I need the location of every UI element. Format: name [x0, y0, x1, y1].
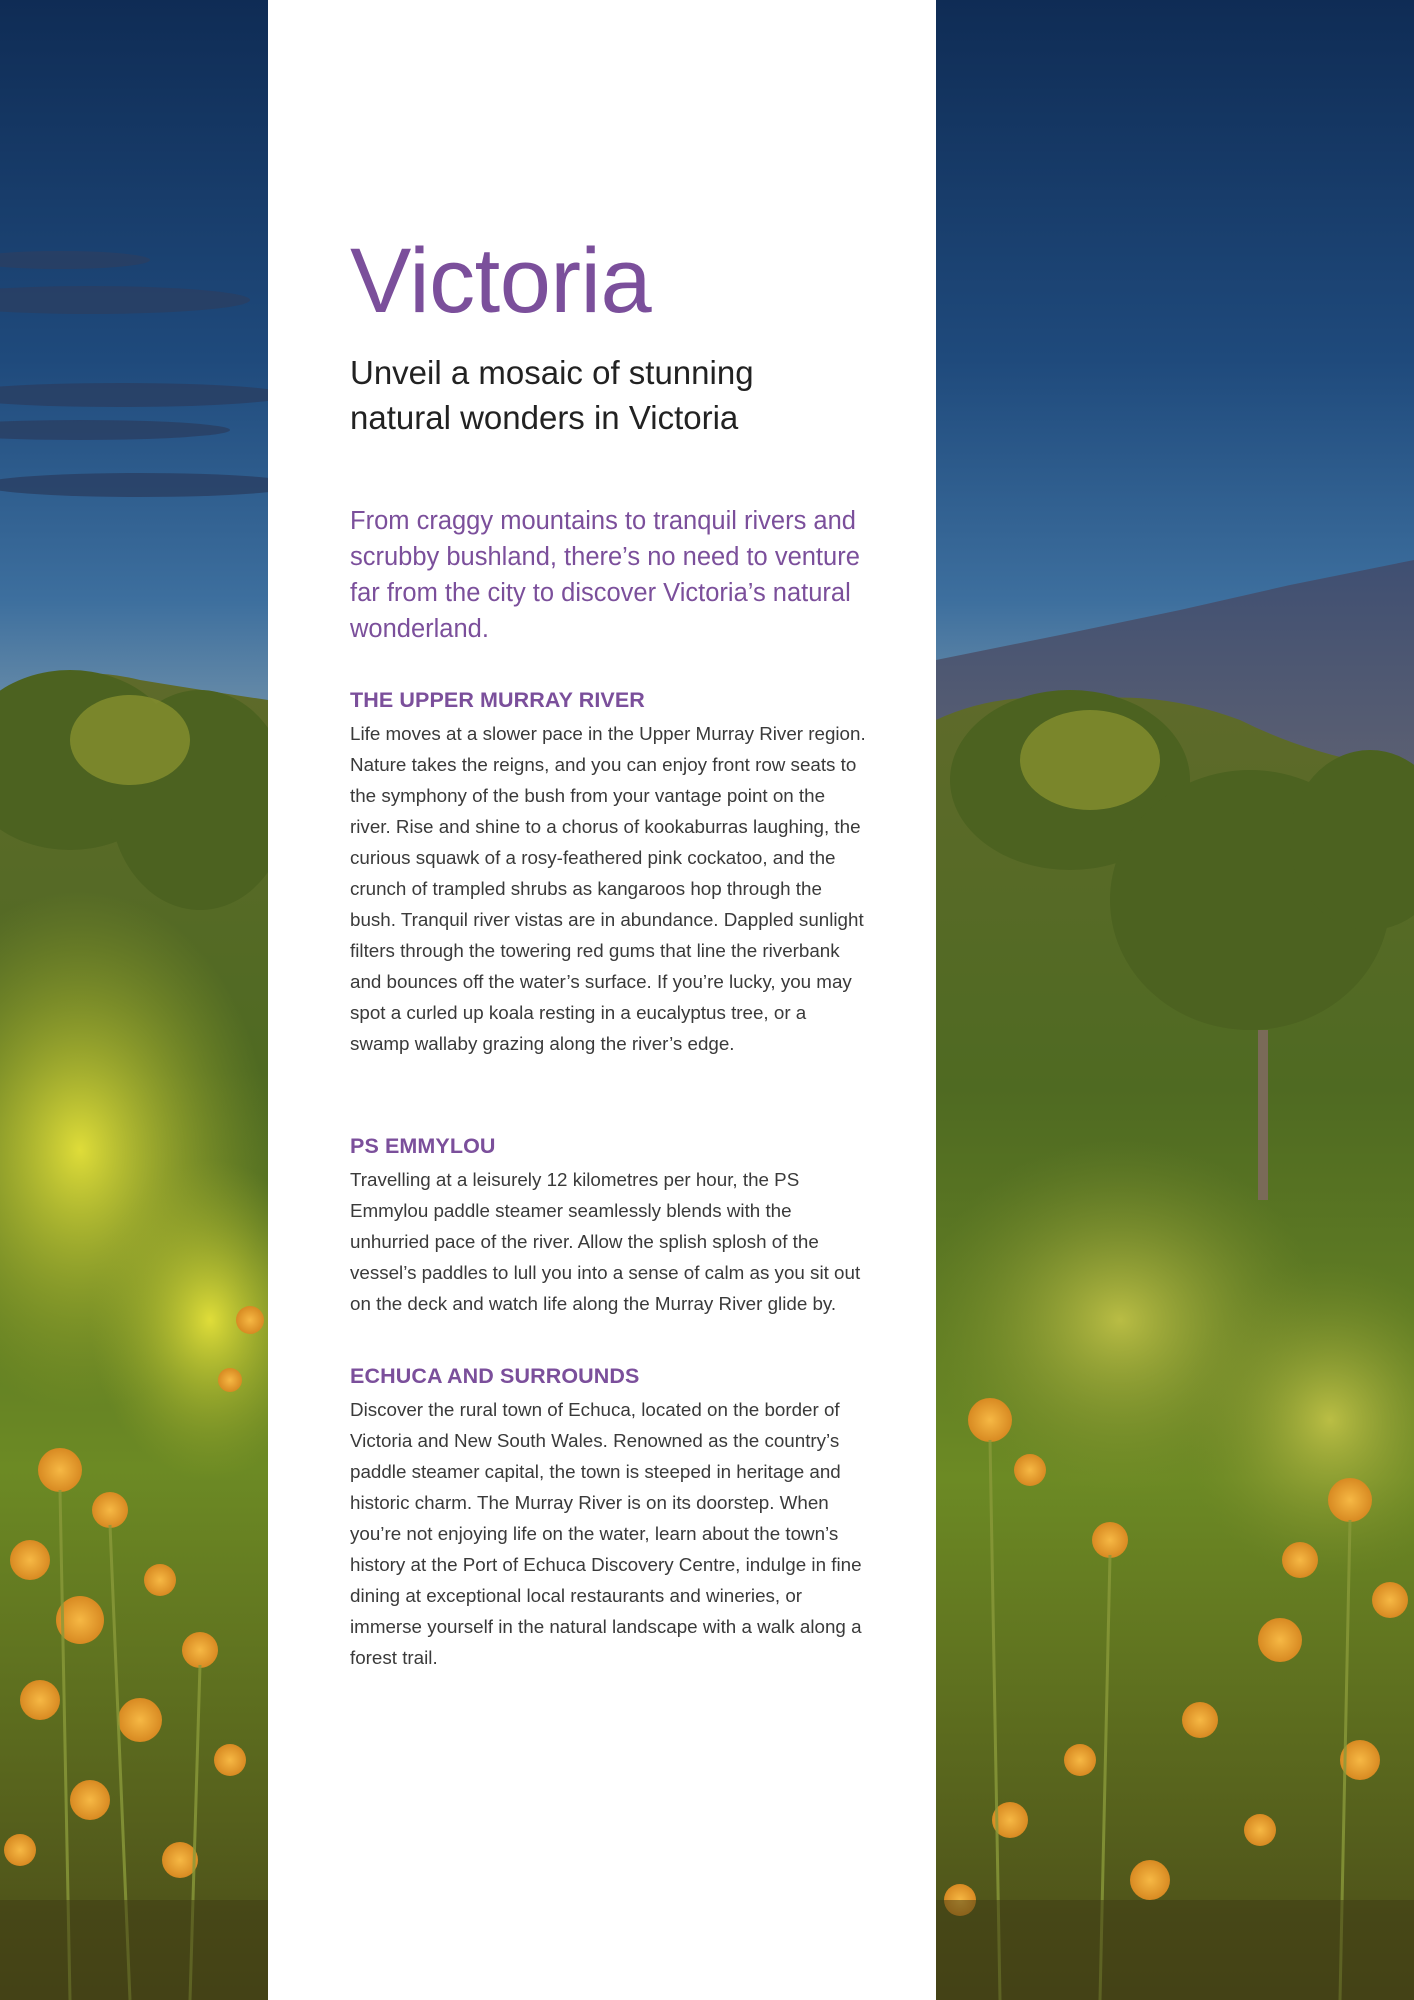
page-title: Victoria	[350, 230, 652, 332]
section-echuca-and-surrounds	[350, 1362, 870, 1673]
intro-paragraph: From craggy mountains to tranquil rivers and scrubby bushland, there’s no need to venture far from the city to discover Victoria’s natural wonderland.	[350, 507, 860, 643]
section-body: Discover the rural town of Echuca, located on the border of Victoria and New South Wales. Renowned as the country’s paddle steamer capital, the town is steeped in heritage and historic charm. The Murray River is on its doorstep. When you’re not enjoying life on the water, learn about the town’s history at the Port of Echuca Discovery Centre, indulge in fine dining at exceptional local restaurants and wineries, or immerse yourself in the natural landscape with a walk along a forest trail.	[350, 1399, 862, 1668]
section-heading: ECHUCA AND SURROUNDS	[350, 1364, 640, 1388]
section-heading: THE UPPER MURRAY RIVER	[350, 688, 645, 712]
section-body: Travelling at a leisurely 12 kilometres per hour, the PS Emmylou paddle steamer seamlessly blends with the unhurried pace of the river. Allow the splish splosh of the vessel’s paddles to lull you into a sense of calm as you sit out on the deck and watch life along the Murray River glide by.	[350, 1169, 861, 1314]
section-ps-emmylou	[350, 1132, 870, 1319]
page-subtitle: Unveil a mosaic of stunning natural wonders in Victoria	[350, 354, 754, 436]
section-body: Life moves at a slower pace in the Upper Murray River region. Nature takes the reigns, and you can enjoy front row seats to the symphony of the bush from your vantage point on the river. Rise and shine to a chorus of kookaburras laughing, the curious squawk of a rosy-feathered pink cockatoo, and the crunch of trampled shrubs as kangaroos hop through the bush. Tranquil river vistas are in abundance. Dappled sunlight filters through the towering red gums that line the riverbank and bounces off the water’s surface. If you’re lucky, you may spot a curled up koala resting in a eucalyptus tree, or a swamp wallaby grazing along the river’s edge.	[350, 723, 866, 1054]
section-heading: PS EMMYLOU	[350, 1134, 496, 1158]
section-upper-murray-river	[350, 686, 870, 1059]
